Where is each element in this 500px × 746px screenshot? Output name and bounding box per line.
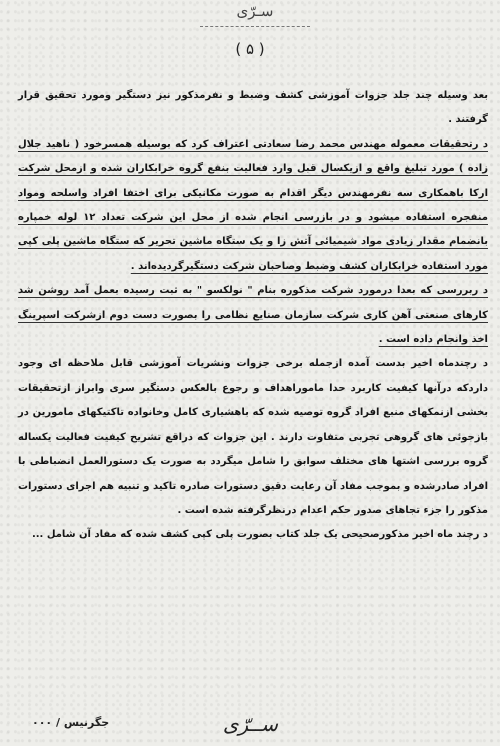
footer-code: جگرنیس / ۰۰۰	[32, 716, 110, 729]
document-body	[18, 84, 488, 548]
classification-stamp: سـرّی	[200, 2, 310, 27]
paragraph-5: د رچند ماه اخیر مذکورصحیحی یک جلد کتاب بصورت پلی کپی کشف شده که مفاد آن شامل ...	[31, 529, 488, 541]
page-footer	[18, 712, 488, 736]
paragraph-1: بعد وسیله چند جلد جزوات آموزشی کشف وضبط و نفرمذکور نیز دستگیر ومورد تحقیق قرار گرفتند .	[18, 90, 488, 126]
footer-stamp: ســرّی	[222, 712, 278, 736]
page-number: ( ۵ )	[235, 40, 265, 58]
paragraph-4: د رچندماه اخیر بدست آمده ازجمله برخی جزوات ونشریات آموزشی قابل ملاحظه ای وجود داردکه درآنها کیفیت کاربرد حدا ماموراهداف و رجوع بالعکس دستگیر سری وابراز ازتحقیقات بخشی ازنمکهای منبع افراد گروه توصیه شده که باهشیاری کامل وخانواده تاکتیکهای مامورین در بازجوئی های گروهی تجربی متفاوت دارند . این جزوات که دراقع تشریح کیفیت فعالیت یکساله گروه بررسی اشتها های مختلف سوابق را شامل میگردد به صورت یک دستورالعمل انضباطی با افراد صادرشده و بموجب مفاد آن رعایت دقیق دستورات صادره تاکید و تنبیه هم اجرای دستورات مذکور را جزء تجاهای صدور حکم اعدام درنظرگرفته شده است .	[18, 358, 488, 516]
paragraph-3: د ربررسی که بعدا درمورد شرکت مذکوره بنام " نولکسو " به ثبت رسیده بعمل آمد روشن شد کارهای صنعتی آهن کاری شرکت سازمان صنایع نظامی را بصورت دست دوم ازشرکت اسپرینگ اخذ وانجام داده است .	[18, 285, 488, 346]
paragraph-2: د رتحقیقات معموله مهندس محمد رضا سعادتی اعتراف کرد که بوسیله همسرخود ( ناهید جلال زاده ) مورد تبلیغ واقع و ازیکسال قبل وارد فعالیت بنفع گروه خرابکاران شده و ازمحل شرکت ارکا باهمکاری سه نفرمهندس دیگر اقدام به صورت مکانیکی برای اختفا افراد واسلحه ومواد منفجره استفاده میشود و در بازرسی انجام شده از محل این شرکت تعداد ۱۲ لوله خمپاره بانضمام مقدار زیادی مواد شیمیائی آتش زا و یک ستگاه ماشین تحریر که ستگاه ماشین پلی کپی مورد استفاده خرابکاران کشف وضبط وصاحبان شرکت دستگیرگردیده‌اند .	[18, 138, 488, 272]
